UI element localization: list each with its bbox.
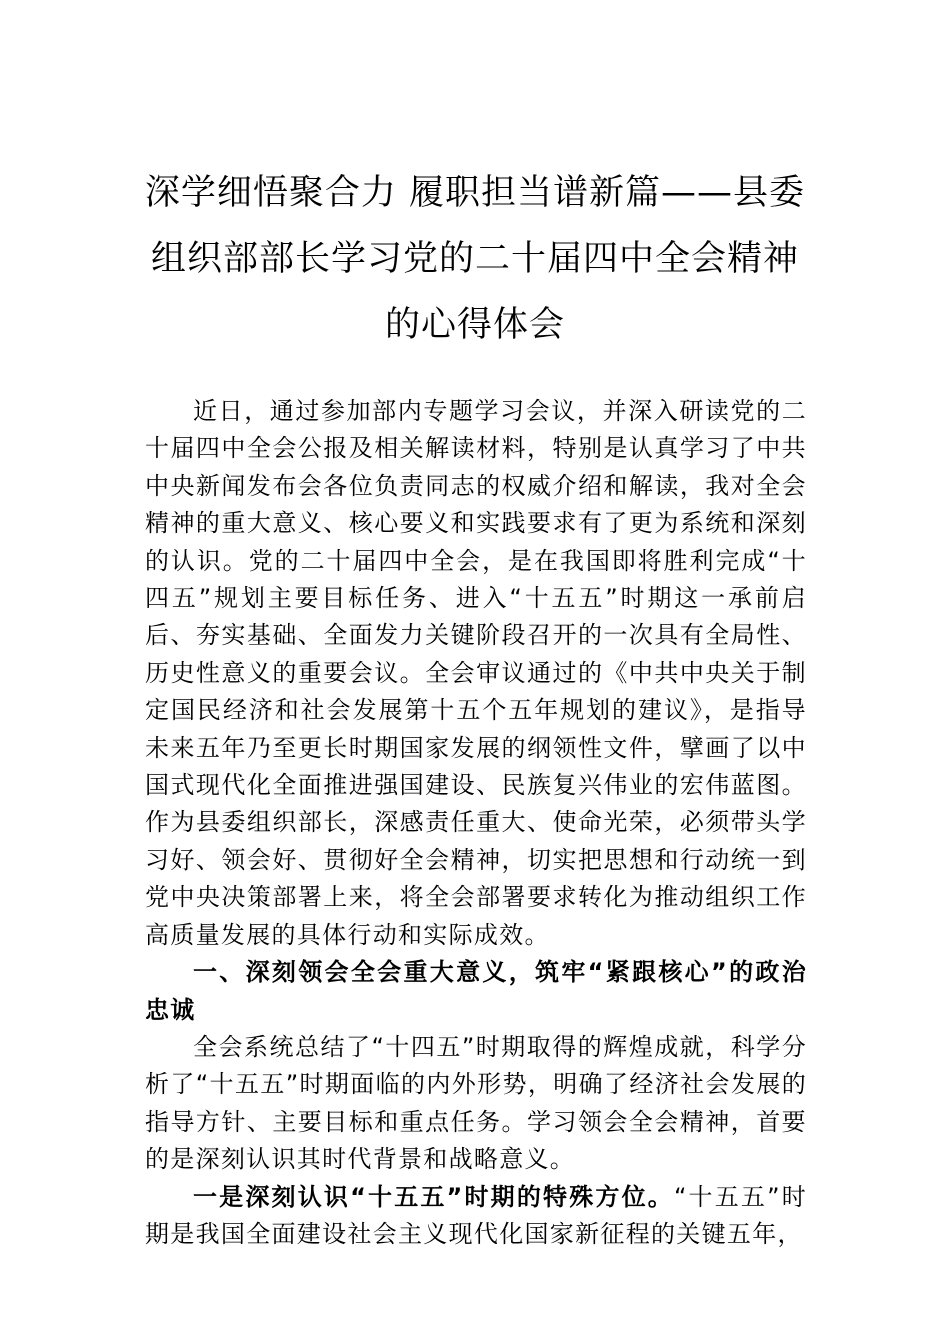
paragraph-point-1 (145, 1179, 807, 1254)
paragraph-intro: 近日，通过参加部内专题学习会议，并深入研读党的二十届四中全会公报及相关解读材料，特别是认真学习了中共中央新闻发布会各位负责同志的权威介绍和解读，我对全会精神的重大意义、核心要义和实践要求有了更为系统和深刻的认识。党的二十届四中全会，是在我国即将胜利完成“十四五”规划主要目标任务、进入“十五五”时期这一承前启后、夯实基础、全面发力关键阶段召开的一次具有全局性、历史性意义的重要会议。全会审议通过的《中共中央关于制定国民经济和社会发展第十五个五年规划的建议》，是指导未来五年乃至更长时期国家发展的纲领性文件，擘画了以中国式现代化全面推进强国建设、民族复兴伟业的宏伟蓝图。作为县委组织部长，深感责任重大、使命光荣，必须带头学习好、领会好、贯彻好全会精神，切实把思想和行动统一到党中央决策部署上来，将全会部署要求转化为推动组织工作高质量发展的具体行动和实际成效。 (145, 397, 807, 949)
point-1-lead: 一是深刻认识“十五五”时期的特殊方位。 (193, 1182, 674, 1211)
document-title: 深学细悟聚合力 履职担当谱新篇——县委组织部部长学习党的二十届四中全会精神的心得体会 (144, 173, 806, 345)
section-heading-1: 一、深刻领会全会重大意义，筑牢“紧跟核心”的政治忠诚 (145, 958, 807, 1024)
document-body (145, 393, 807, 1253)
paragraph-section-1: 全会系统总结了“十四五”时期取得的辉煌成就，科学分析了“十五五”时期面临的内外形势，明确了经济社会发展的指导方针、主要目标和重点任务。学习领会全会精神，首要的是深刻认识其时代背景和战略意义。 (145, 1032, 807, 1174)
point-1-text: “十五五”时期是我国全面建设社会主义现代化国家新征程的关键五年， (145, 1182, 807, 1248)
